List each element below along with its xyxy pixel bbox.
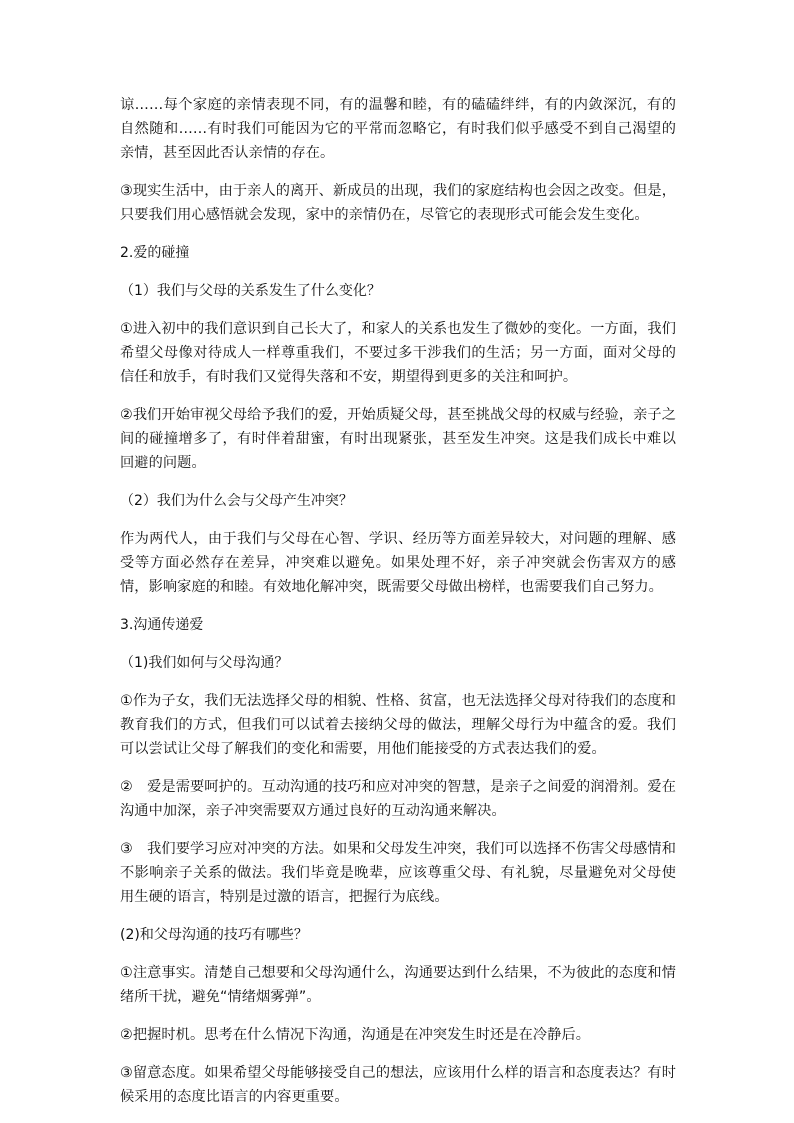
question-relationship-change: （1）我们与父母的关系发生了什么变化？ — [120, 283, 381, 299]
paragraph-love-needs-care: ② 爱是需要呵护的。互动沟通的技巧和应对冲突的智慧，是亲子之间爱的润滑剂。爱在沟通中加深，亲子冲突需要双方通过良好的互动沟通来解决。 — [120, 779, 676, 819]
paragraph-handle-conflict: ③ 我们要学习应对冲突的方法。如果和父母发生冲突，我们可以选择不伤害父母感情和不影响亲子关系的做法。我们毕竟是晚辈，应该尊重父母、有礼貌，尽量避免对父母使用生硬的语言，特别是过激的语言，把握行为底线。 — [120, 841, 676, 905]
paragraph-growing-up: ①进入初中的我们意识到自己长大了，和家人的关系也发生了微妙的变化。一方面，我们希望父母像对待成人一样尊重我们，不要过多干涉我们的生活；另一方面，面对父母的信任和放手，有时我们又觉得失落和不安，期望得到更多的关注和呵护。 — [120, 321, 676, 385]
document-page — [120, 93, 676, 1123]
paragraph-family-affection-forms: 谅……每个家庭的亲情表现不同，有的温馨和睦，有的磕磕绊绊，有的内敛深沉，有的自然随和……有时我们可能因为它的平常而忽略它，有时我们似乎感受不到自己渴望的亲情，甚至因此否认亲情的存在。 — [120, 97, 676, 161]
paragraph-focus-facts: ①注意事实。清楚自己想要和父母沟通什么，沟通要达到什么结果，不为彼此的态度和情绪所干扰，避免“情绪烟雾弹”。 — [120, 965, 676, 1005]
paragraph-mind-attitude: ③留意态度。如果希望父母能够接受自己的想法，应该用什么样的语言和态度表达？有时候采用的态度比语言的内容更重要。 — [120, 1065, 676, 1105]
paragraph-family-structure-change: ③现实生活中，由于亲人的离开、新成员的出现，我们的家庭结构也会因之改变。但是，只要我们用心感悟就会发现，家中的亲情仍在，尽管它的表现形式可能会发生变化。 — [120, 183, 676, 223]
section-heading-love-collision: 2.爱的碰撞 — [120, 245, 190, 261]
paragraph-two-generations: 作为两代人，由于我们与父母在心智、学识、经历等方面差异较大，对问题的理解、感受等方面必然存在差异，冲突难以避免。如果处理不好，亲子冲突就会伤害双方的感情，影响家庭的和睦。有效地化解冲突，既需要父母做出榜样，也需要我们自己努力。 — [120, 531, 676, 595]
question-why-conflict: （2）我们为什么会与父母产生冲突？ — [120, 493, 353, 509]
paragraph-questioning-parents: ②我们开始审视父母给予我们的爱，开始质疑父母，甚至挑战父母的权威与经验，亲子之间的碰撞增多了，有时伴着甜蜜，有时出现紧张，甚至发生冲突。这是我们成长中难以回避的问题。 — [120, 407, 676, 471]
paragraph-choose-timing: ②把握时机。思考在什么情况下沟通，沟通是在冲突发生时还是在冷静后。 — [120, 1027, 591, 1043]
paragraph-accept-parents: ①作为子女，我们无法选择父母的相貌、性格、贫富，也无法选择父母对待我们的态度和教育我们的方式，但我们可以试着去接纳父母的做法，理解父母行为中蕴含的爱。我们可以尝试让父母了解我们的变化和需要，用他们能接受的方式表达我们的爱。 — [120, 693, 676, 757]
question-how-communicate: （1)我们如何与父母沟通？ — [120, 655, 289, 671]
section-heading-communication: 3.沟通传递爱 — [120, 617, 204, 633]
question-communication-skills: (2)和父母沟通的技巧有哪些？ — [120, 927, 308, 943]
